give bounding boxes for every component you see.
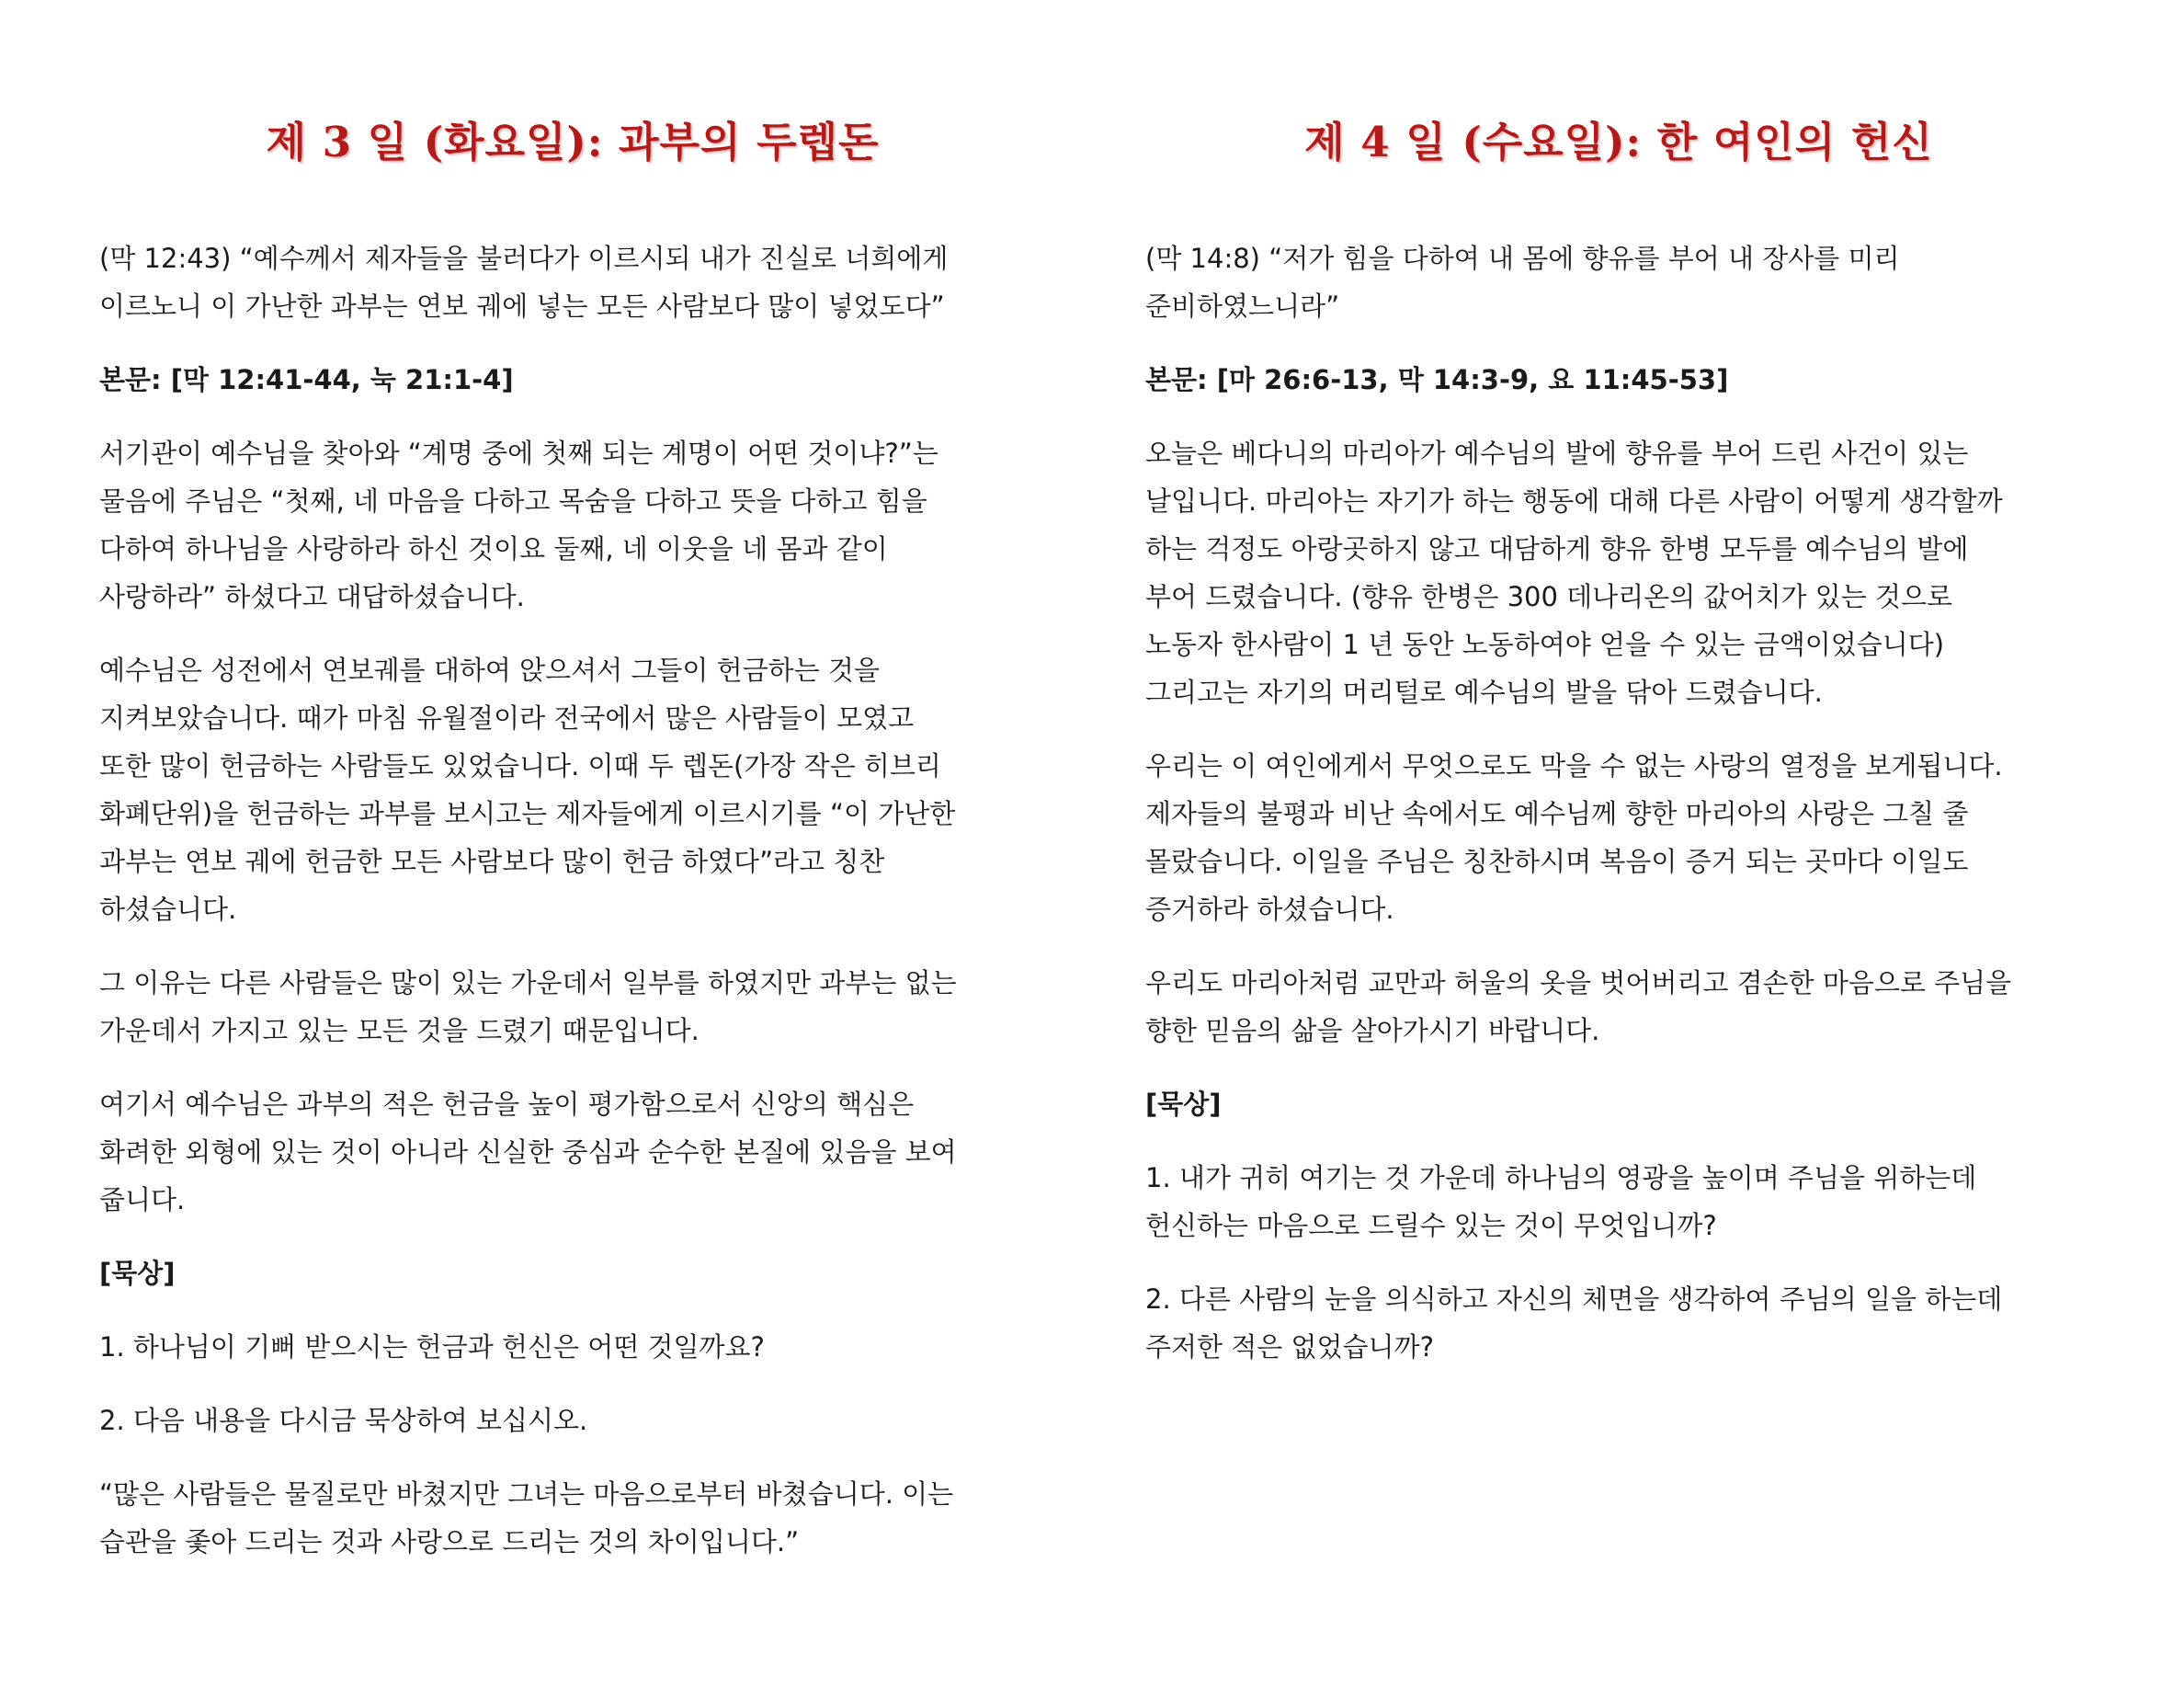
day4-body (1145, 234, 2092, 1397)
day3-body (99, 234, 1046, 1591)
day3-quote: “많은 사람들은 물질로만 바쳤지만 그녀는 마음으로부터 바쳤습니다. 이는 습관을 좇아 드리는 것과 사랑으로 드리는 것의 차이입니다.” (99, 1478, 954, 1557)
day3-question-1: 1. 하나님이 기뻐 받으시는 헌금과 헌신은 어떤 것일까요? (99, 1331, 765, 1363)
day3-paragraph-2: 예수님은 성전에서 연보궤를 대하여 앉으셔서 그들이 헌금하는 것을 지켜보았습니다. 때가 마침 유월절이라 전국에서 많은 사람들이 모였고 또한 많이 헌금하는 사람들도 있었습니다. 이때 두 렙돈(가장 작은 히브리 화폐단위)을 헌금하는 과부를 보시고는 제자들에게 이르시기를 “이 가난한 과부는 연보 궤에 헌금한 모든 사람보다 많이 헌금 하였다”라고 칭찬 하셨습니다. (99, 655, 956, 925)
day3-paragraph-3: 그 이유는 다른 사람들은 많이 있는 가운데서 일부를 하였지만 과부는 없는 가운데서 가지고 있는 모든 것을 드렸기 때문입니다. (99, 967, 957, 1046)
day3-meditation-heading: [묵상] (99, 1258, 176, 1289)
day3-title: 제 3 일 (화요일): 과부의 두렙돈 (266, 118, 880, 166)
day3-scripture: 본문: [막 12:41-44, 눅 21:1-4] (99, 364, 514, 395)
day4-meditation-heading: [묵상] (1145, 1089, 1222, 1120)
day4-title: 제 4 일 (수요일): 한 여인의 헌신 (1304, 118, 1933, 166)
day4-verse: (막 14:8) “저가 힘을 다하여 내 몸에 향유를 부어 내 장사를 미리 준비하였느니라” (1145, 243, 1900, 322)
day3-verse: (막 12:43) “예수께서 제자들을 불러다가 이르시되 내가 진실로 너희에게 이르노니 이 가난한 과부는 연보 궤에 넣는 모든 사람보다 많이 넣었도다” (99, 243, 949, 322)
day4-paragraph-3: 우리도 마리아처럼 교만과 허울의 옷을 벗어버리고 겸손한 마음으로 주님을 향한 믿음의 삶을 살아가시기 바랍니다. (1145, 967, 2012, 1046)
day3-paragraph-1: 서기관이 예수님을 찾아와 “계명 중에 첫째 되는 계명이 어떤 것이냐?”는 물음에 주님은 “첫째, 네 마음을 다하고 목숨을 다하고 뜻을 다하고 힘을 다하여 하나님을 사랑하라 하신 것이요 둘째, 네 이웃을 네 몸과 같이 사랑하라” 하셨다고 대답하셨습니다. (99, 438, 938, 612)
day3-paragraph-4: 여기서 예수님은 과부의 적은 헌금을 높이 평가함으로서 신앙의 핵심은 화려한 외형에 있는 것이 아니라 신실한 중심과 순수한 본질에 있음을 보여 줍니다. (99, 1089, 957, 1215)
day4-paragraph-2: 우리는 이 여인에게서 무엇으로도 막을 수 없는 사랑의 열정을 보게됩니다. 제자들의 불평과 비난 속에서도 예수님께 향한 마리아의 사랑은 그칠 줄 몰랐습니다. 이일을 주님은 칭찬하시며 복음이 증거 되는 곳마다 이일도 증거하라 하셨습니다. (1145, 750, 2003, 925)
day3-question-2: 2. 다음 내용을 다시금 묵상하여 보십시오. (99, 1405, 588, 1436)
day4-question-1: 1. 내가 귀히 여기는 것 가운데 하나님의 영광을 높이며 주님을 위하는데 헌신하는 마음으로 드릴수 있는 것이 무엇입니까? (1145, 1162, 1977, 1241)
day4-paragraph-1: 오늘은 베다니의 마리아가 예수님의 발에 향유를 부어 드린 사건이 있는 날입니다. 마리아는 자기가 하는 행동에 대해 다른 사람이 어떻게 생각할까 하는 걱정도 아랑곳하지 않고 대담하게 향유 한병 모두를 예수님의 발에 부어 드렸습니다. (향유 한병은 300 데나리온의 값어치가 있는 것으로 노동자 한사람이 1 년 동안 노동하여야 얻을 수 있는 금액이었습니다) 그리고는 자기의 머리털로 예수님의 발을 닦아 드렸습니다. (1145, 438, 2003, 708)
day4-question-2: 2. 다른 사람의 눈을 의식하고 자신의 체면을 생각하여 주님의 일을 하는데 주저한 적은 없었습니까? (1145, 1283, 2003, 1363)
day4-scripture: 본문: [마 26:6-13, 막 14:3-9, 요 11:45-53] (1145, 364, 1729, 395)
